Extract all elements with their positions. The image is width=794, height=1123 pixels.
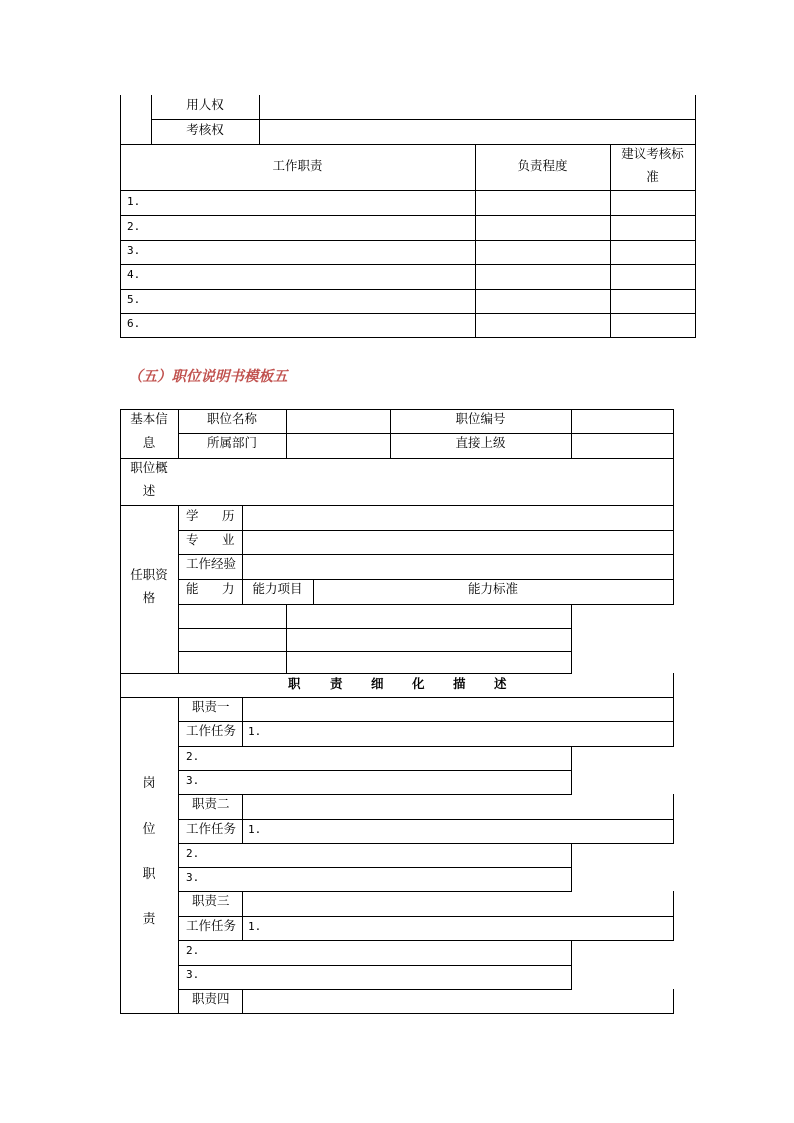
table-line [178, 770, 572, 771]
table-line [571, 746, 572, 794]
table-line [178, 746, 674, 747]
table-line [673, 989, 674, 1014]
position-code-label: 职位编号 [455, 411, 506, 426]
detail-title-char: 职 [288, 676, 301, 691]
table-line [178, 843, 674, 844]
duty-name: 职责一 [192, 699, 230, 714]
table-line [178, 579, 674, 580]
table-line [571, 940, 572, 989]
table-line [673, 409, 674, 605]
duty-item: 2. [186, 750, 200, 763]
basic-info-label-2: 息 [142, 435, 156, 450]
table-line [120, 409, 121, 1014]
table-line [673, 794, 674, 843]
duty-item: 1. [248, 725, 262, 738]
table-line [571, 843, 572, 891]
table-line [178, 433, 674, 434]
post-duty-char: 位 [142, 822, 156, 837]
duty-task-label: 工作任务 [186, 821, 237, 836]
post-duty-char: 岗 [142, 776, 156, 791]
table-line [120, 458, 674, 459]
ability-item-label: 能力项目 [252, 581, 303, 596]
detail-title-char: 述 [494, 676, 507, 691]
table-line [178, 530, 674, 531]
table-line [178, 651, 572, 652]
table-line [178, 604, 674, 605]
duty-item: 3. [186, 774, 200, 787]
detail-title-char: 责 [330, 676, 343, 691]
table-line [178, 891, 572, 892]
table-line [178, 916, 674, 917]
ability-label-1: 能 [186, 581, 199, 596]
table-line [178, 965, 572, 966]
header-criteria-2: 准 [646, 169, 659, 184]
row-number: 5. [127, 293, 141, 306]
duty-item: 1. [248, 823, 262, 836]
table-line [695, 95, 696, 338]
ability-standard-label: 能力标准 [467, 581, 518, 596]
duty-task-label: 工作任务 [186, 723, 237, 738]
table-line [120, 1013, 674, 1014]
table-line [151, 119, 696, 120]
header-criteria-1: 建议考核标 [621, 146, 684, 161]
duty-task-label: 工作任务 [186, 918, 237, 933]
detail-title-char: 化 [412, 676, 425, 691]
overview-label-2: 述 [142, 483, 156, 498]
table-line [178, 940, 674, 941]
table-line [120, 673, 572, 674]
table-line [242, 891, 243, 940]
direct-supervisor-label: 直接上级 [455, 435, 506, 450]
major-label-2: 业 [222, 532, 235, 547]
header-duty: 工作职责 [272, 158, 323, 173]
table-line [673, 891, 674, 940]
post-duty-char: 职 [142, 867, 156, 882]
detail-title-char: 细 [371, 676, 384, 691]
qualification-label-1: 任职资 [130, 567, 168, 582]
right-assessment: 考核权 [186, 122, 224, 137]
row-number: 4. [127, 268, 141, 281]
table-line [673, 697, 674, 746]
education-label-2: 历 [222, 508, 235, 523]
table-line [178, 989, 572, 990]
department-label: 所属部门 [206, 435, 257, 450]
table-line [120, 505, 674, 506]
post-duty-char: 责 [142, 912, 156, 927]
table-line [259, 95, 260, 145]
table-line [178, 819, 674, 820]
table-line [178, 554, 674, 555]
table-line [120, 697, 674, 698]
table-line [571, 604, 572, 674]
overview-label-1: 职位概 [130, 460, 168, 475]
duty-item: 2. [186, 944, 200, 957]
table-line [178, 794, 572, 795]
duty-item: 3. [186, 968, 200, 981]
education-label-1: 学 [186, 508, 199, 523]
duty-item: 1. [248, 920, 262, 933]
duty-item: 3. [186, 871, 200, 884]
row-number: 3. [127, 244, 141, 257]
row-number: 1. [127, 195, 141, 208]
table-line [178, 505, 179, 673]
detail-title-char: 描 [453, 676, 466, 691]
table-line [120, 409, 674, 410]
right-hiring: 用人权 [186, 97, 224, 112]
table-line [673, 673, 674, 698]
experience-label: 工作经验 [186, 556, 237, 571]
qualification-label-2: 格 [142, 590, 156, 605]
table-line [242, 697, 243, 746]
table-line [178, 697, 179, 1014]
duty-name: 职责二 [192, 796, 230, 811]
table-line [286, 409, 287, 458]
duty-item: 2. [186, 847, 200, 860]
major-label-1: 专 [186, 532, 199, 547]
basic-info-label-1: 基本信 [130, 411, 168, 426]
header-degree: 负责程度 [517, 158, 568, 173]
table-line [178, 867, 572, 868]
table-line [286, 604, 287, 674]
table-line [120, 95, 121, 338]
row-number: 2. [127, 220, 141, 233]
table-line [571, 409, 572, 458]
row-number: 6. [127, 317, 141, 330]
position-name-label: 职位名称 [206, 411, 257, 426]
table-line [178, 628, 572, 629]
ability-label-2: 力 [222, 581, 235, 596]
table-line [242, 794, 243, 843]
table-line [178, 721, 674, 722]
table-line [242, 989, 243, 1014]
section-heading: （五）职位说明书模板五 [128, 368, 288, 385]
duty-name: 职责四 [192, 991, 230, 1006]
duty-name: 职责三 [192, 893, 230, 908]
